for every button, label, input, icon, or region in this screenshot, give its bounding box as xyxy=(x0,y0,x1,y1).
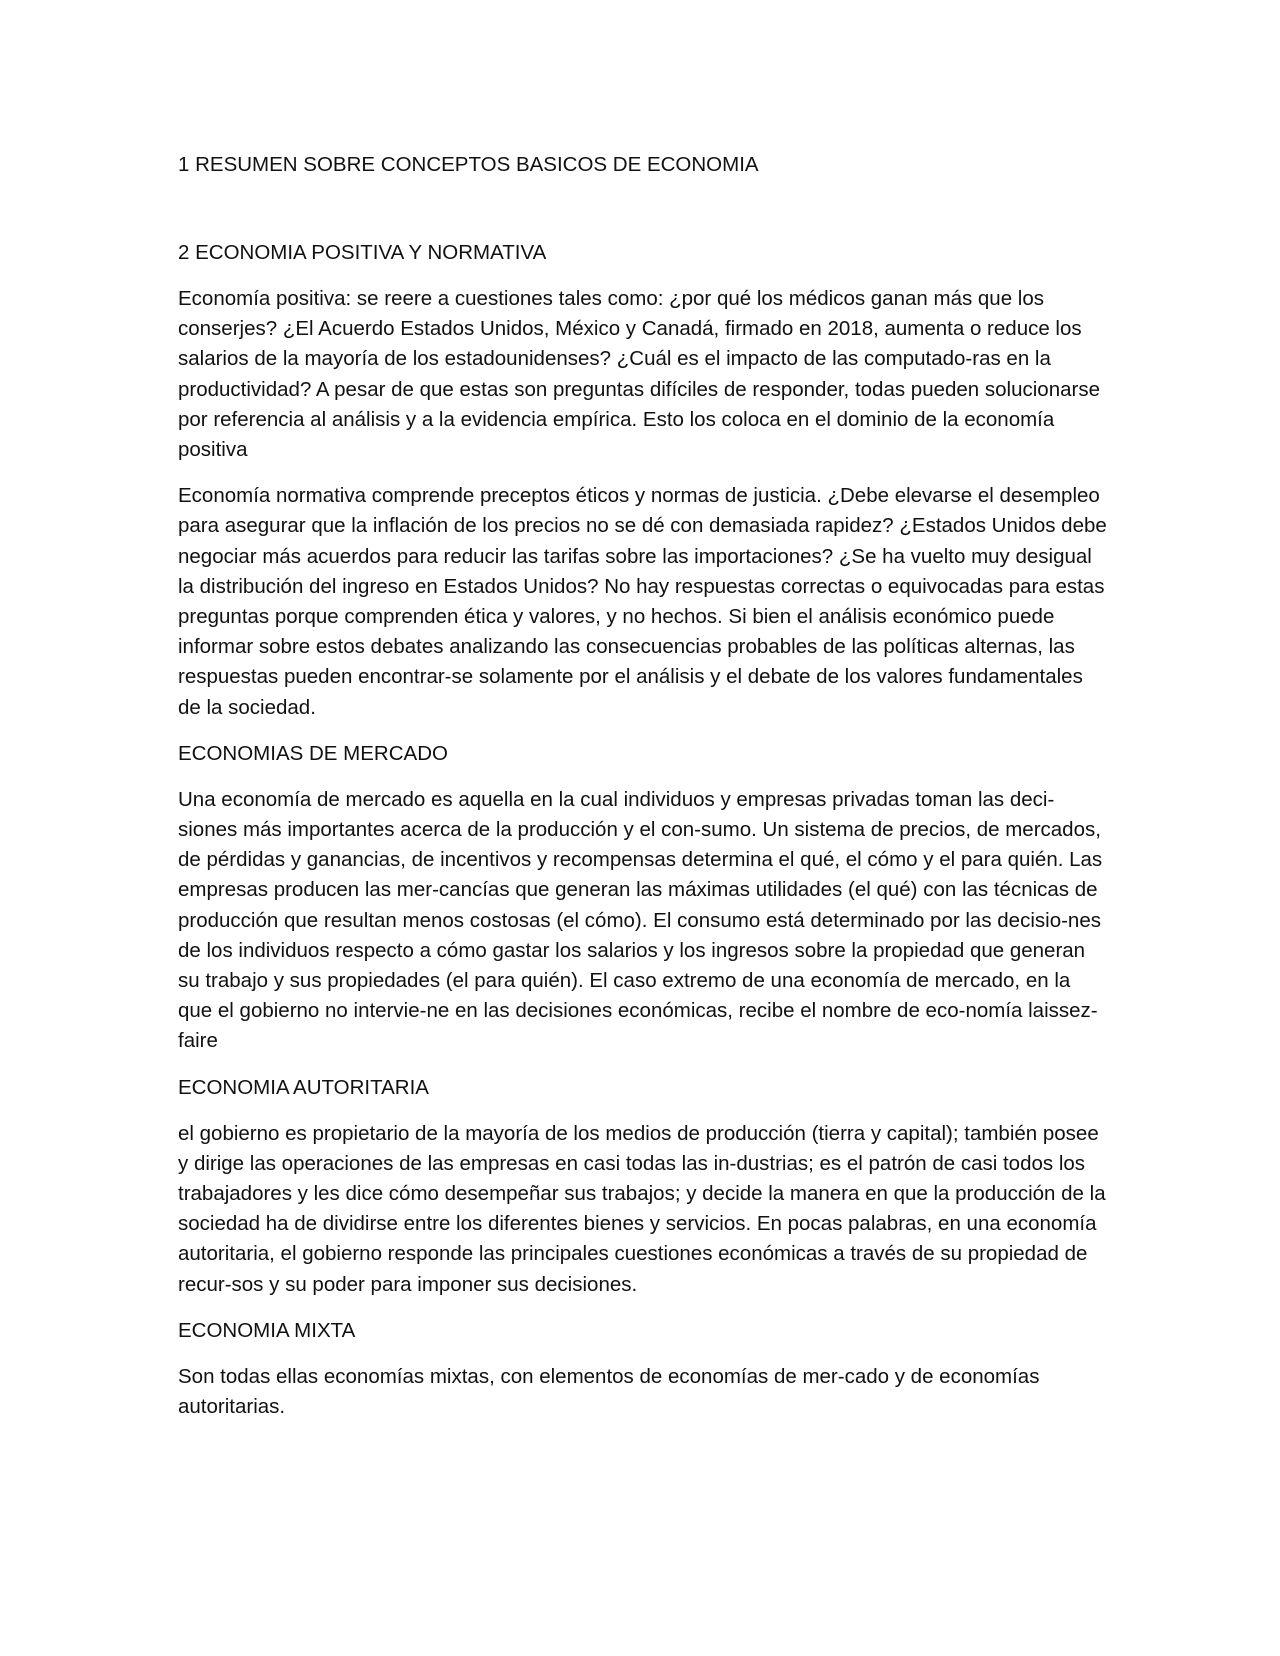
document-title: 1 RESUMEN SOBRE CONCEPTOS BASICOS DE ECONOMIA xyxy=(178,153,759,176)
section-heading-mercado: ECONOMIAS DE MERCADO xyxy=(178,741,448,765)
section-heading-mixta: ECONOMIA MIXTA xyxy=(178,1318,356,1342)
section-heading-autoritaria: ECONOMIA AUTORITARIA xyxy=(178,1075,429,1099)
paragraph-economia-mercado: Una economía de mercado es aquella en la cual individuos y empresas privadas toman las deci-siones más importantes acerca de la producción y el con-sumo. Un sistema de precios, de mercados, de pérdidas y ganancias, de incentivos y recompensas determina el qué, el cómo y el para quién. Las empresas producen las mer-cancías que generan las máximas utilidades (el qué) con las técnicas de producción que resultan menos costosas (el cómo). El consumo está determinado por las decisio-nes de los individuos respecto a cómo gastar los salarios y los ingresos sobre la propiedad que generan su trabajo y sus propiedades (el para quién). El caso extremo de una economía de mercado, en la que el gobierno no intervie-ne en las decisiones económicas, recibe el nombre de eco-nomía laissez-faire xyxy=(178,787,1103,1053)
section-heading-positiva-normativa: 2 ECONOMIA POSITIVA Y NORMATIVA xyxy=(178,241,547,264)
paragraph-economia-mixta: Son todas ellas economías mixtas, con elementos de economías de mer-cado y de economías autoritarias. xyxy=(178,1364,1040,1419)
document-body xyxy=(178,150,1108,1438)
paragraph-economia-normativa: Economía normativa comprende preceptos éticos y normas de justicia. ¿Debe elevarse el desempleo para asegurar que la inflación de los precios no se dé con demasiada rapidez? ¿Estados Unidos debe negociar más acuerdos para reducir las tarifas sobre las importaciones? ¿Se ha vuelto muy desigual la distribución del ingreso en Estados Unidos? No hay respuestas correctas o equivocadas para estas preguntas porque comprenden ética y valores, y no hechos. Si bien el análisis económico puede informar sobre estos debates analizando las consecuencias probables de las políticas alternas, las respuestas pueden encontrar-se solamente por el análisis y el debate de los valores fundamentales de la sociedad. xyxy=(178,484,1107,719)
paragraph-economia-positiva: Economía positiva: se reere a cuestiones tales como: ¿por qué los médicos ganan más que los conserjes? ¿El Acuerdo Estados Unidos, México y Canadá, firmado en 2018, aumenta o reduce los salarios de la mayoría de los estadounidenses? ¿Cuál es el impacto de las computado-ras en la productividad? A pesar de que estas son preguntas difíciles de responder, todas pueden solucionarse por referencia al análisis y a la evidencia empírica. Esto los coloca en el dominio de la economía positiva xyxy=(178,287,1100,462)
paragraph-economia-autoritaria: el gobierno es propietario de la mayoría de los medios de producción (tierra y capital); también posee y dirige las operaciones de las empresas en casi todas las in-dustrias; es el patrón de casi todos los trabajadores y les dice cómo desempeñar sus trabajos; y decide la manera en que la producción de la sociedad ha de dividirse entre los diferentes bienes y servicios. En pocas palabras, en una economía autoritaria, el gobierno responde las principales cuestiones económicas a través de su propiedad de recur-sos y su poder para imponer sus decisiones. xyxy=(178,1121,1106,1296)
